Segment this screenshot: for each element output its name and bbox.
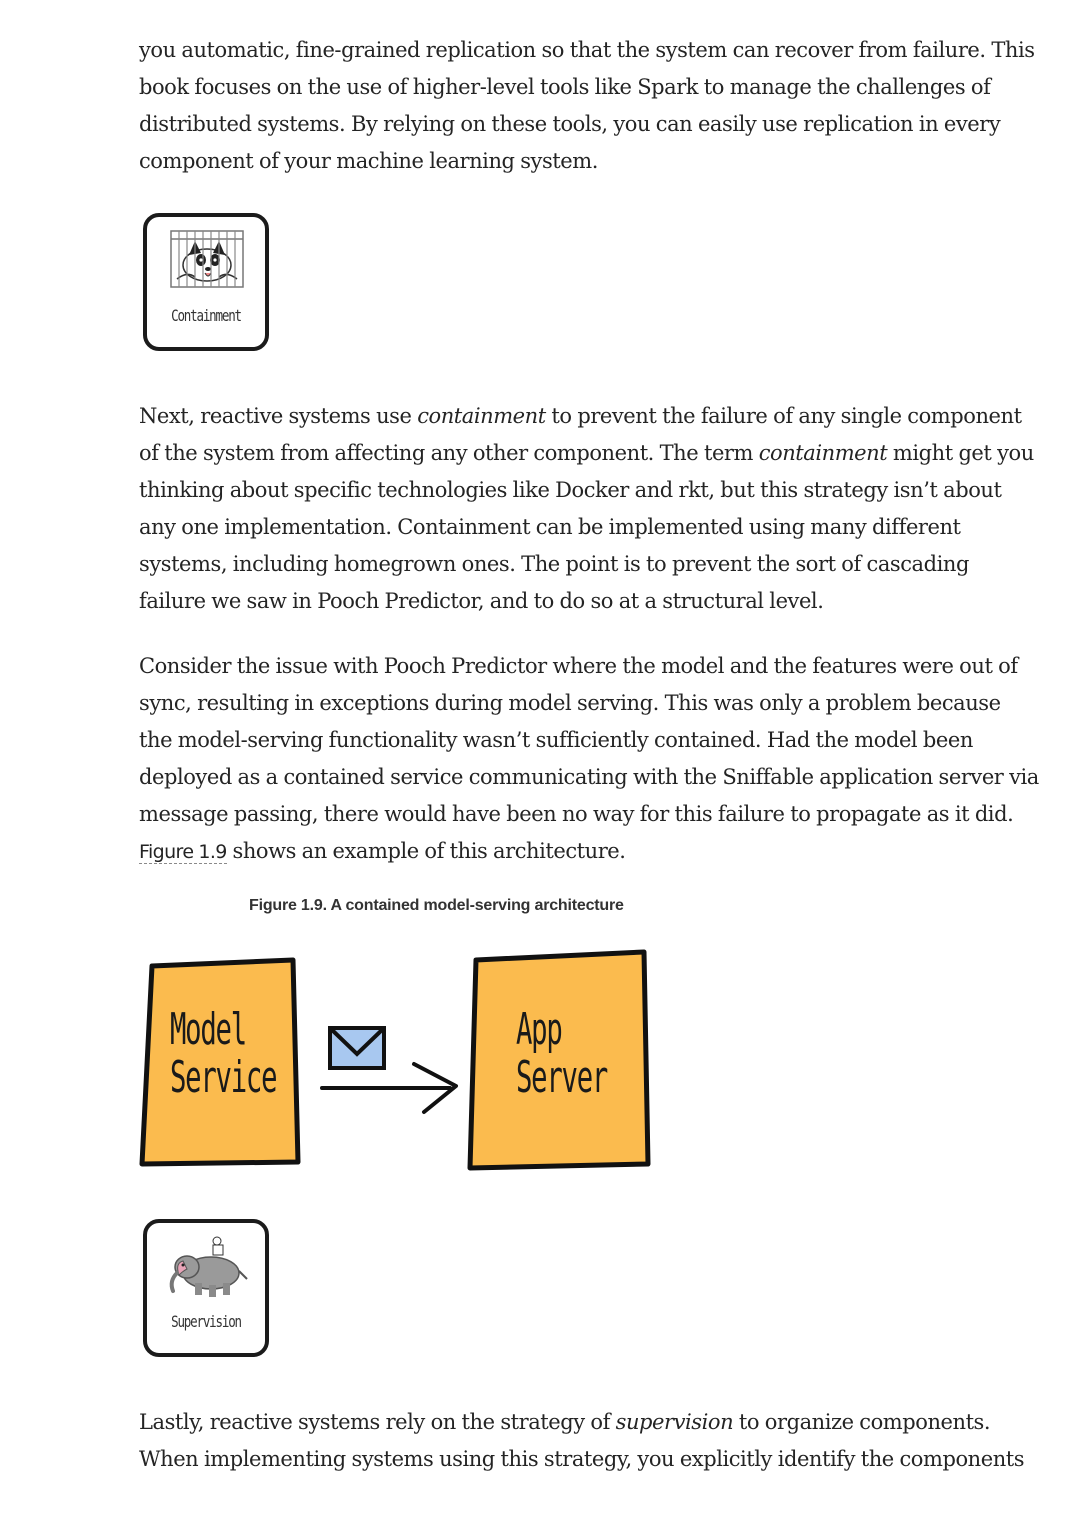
right-arrow-icon (322, 1064, 456, 1112)
app-server-label (516, 1006, 607, 1102)
p3-text-1: Consider the issue with Pooch Predictor where the model and the features were out of sync, resulting in exceptions during model serving. This was only a problem because the model-serving functionality wasn’t sufficiently contained. Had the model been deployed as a contained service communicating with the Sniffable application server via message passing, there would have been no way for this failure to propagate as it did. (139, 654, 1039, 826)
containment-label: Containment (171, 306, 241, 325)
paragraph-containment (139, 398, 1039, 620)
containment-badge (143, 213, 269, 351)
caged-dog-icon (165, 227, 249, 293)
model-label-line1: Model (170, 1004, 246, 1055)
p4-text-1: Lastly, reactive systems rely on the strategy of (139, 1410, 616, 1434)
model-service-label (170, 1006, 276, 1102)
p2-text-3: might get you thinking about specific technologies like Docker and rkt, but this strategy isn’t about any one implementation. Containment can be implemented using many different systems, including homegrown ones. The point is to prevent the sort of cascading failure we saw in Pooch Predictor, and to do so at a structural level. (139, 441, 1034, 613)
p2-text-2: to prevent the failure of any single component of the system from affecting any other component. The term (139, 404, 1022, 465)
paragraph-replication: you automatic, fine-grained replication so that the system can recover from failure. This book focuses on the use of higher-level tools like Spark to manage the challenges of distributed systems. By relying on these tools, you can easily use replication in every component of your machine learning system. (139, 38, 1035, 173)
paragraph-supervision (139, 1404, 1039, 1478)
p2-em-containment-2: containment (758, 441, 888, 465)
figure-caption: Figure 1.9. A contained model-serving architecture (249, 897, 624, 914)
supervision-label: Supervision (171, 1312, 241, 1331)
p2-em-containment-1: containment (417, 404, 546, 428)
app-label-line1: App (516, 1004, 562, 1055)
figure-1-9-link[interactable]: Figure 1.9 (139, 841, 227, 863)
p4-em-supervision: supervision (615, 1410, 734, 1434)
model-label-line2: Service (170, 1052, 277, 1103)
elephant-icon (165, 1233, 249, 1301)
p2-text-1: Next, reactive systems use (139, 404, 418, 428)
envelope-icon (330, 1028, 384, 1068)
p4-text-2: to organize components. When implementing systems using this strategy, you explicitly identify the components (139, 1410, 1025, 1471)
supervision-badge (143, 1219, 269, 1357)
paragraph-pooch-predictor (139, 648, 1039, 871)
figure-diagram (138, 948, 658, 1178)
p3-text-2: shows an example of this architecture. (226, 839, 626, 863)
app-label-line2: Server (516, 1052, 608, 1103)
